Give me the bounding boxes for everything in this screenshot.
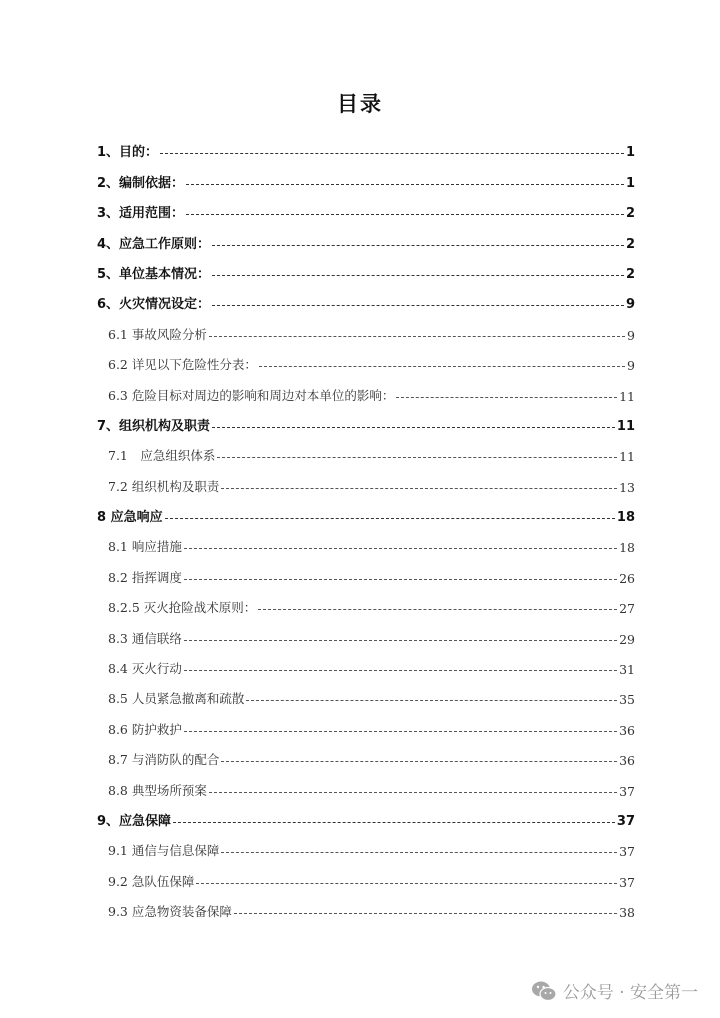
toc-leader: [184, 639, 617, 641]
watermark: [531, 978, 698, 1003]
toc-entry-label: 7.1 应急组织体系: [108, 448, 216, 464]
toc-entry-label: 9.3 应急物资装备保障: [108, 904, 232, 920]
toc-entry-label: 8 应急响应: [97, 510, 163, 526]
toc-leader: [396, 396, 617, 398]
toc-entry[interactable]: [97, 343, 635, 373]
toc-entry-page: 1: [625, 145, 635, 161]
toc-entry-page: 37: [619, 844, 635, 860]
toc-leader: [186, 213, 624, 215]
toc-entry-label: 2、编制依据：: [97, 175, 185, 191]
toc-entry-label: 9.2 急队伍保障: [108, 873, 195, 889]
toc-entry-label: 9.1 通信与信息保障: [108, 843, 220, 859]
toc-entry-label: 8.2.5 灭火抢险战术原则：: [108, 600, 257, 616]
toc-leader: [173, 821, 615, 823]
toc-entry-label: 9、应急保障: [97, 813, 172, 829]
toc-entry[interactable]: [97, 829, 635, 859]
toc-entry-page: 11: [616, 418, 635, 434]
toc-entry-label: 8.6 防护救护: [108, 721, 182, 737]
toc-entry-label: 8.7 与消防队的配合: [108, 752, 220, 768]
toc-entry-page: 37: [619, 874, 635, 890]
toc-entry-page: 37: [619, 783, 635, 799]
toc-entry-page: 29: [619, 631, 635, 647]
toc-leader: [259, 365, 625, 367]
watermark-text: 公众号 · 安全第一: [562, 983, 698, 1003]
toc-entry[interactable]: [97, 282, 635, 312]
toc-leader: [234, 912, 617, 914]
toc-entry-page: 36: [619, 722, 635, 738]
toc-leader: [212, 426, 615, 428]
toc-entry-page: 2: [625, 266, 635, 282]
toc-entry[interactable]: [97, 464, 635, 494]
table-of-contents: [97, 130, 635, 920]
toc-leader: [212, 304, 624, 306]
toc-entry-label: 8.5 人员紧急撤离和疏散: [108, 691, 245, 707]
toc-entry-label: 8.8 典型场所预案: [108, 782, 207, 798]
toc-entry-label: 8.2 指挥调度: [108, 569, 182, 585]
toc-entry-label: 8.4 灭火行动: [108, 661, 182, 677]
toc-entry[interactable]: [97, 799, 635, 829]
toc-entry-label: 3、适用范围：: [97, 206, 185, 222]
toc-entry-page: 2: [625, 206, 635, 222]
toc-leader: [212, 274, 624, 276]
toc-leader: [196, 882, 617, 884]
toc-entry[interactable]: [97, 586, 635, 616]
toc-leader: [246, 699, 617, 701]
toc-entry[interactable]: [97, 525, 635, 555]
toc-title: 目录: [337, 92, 383, 116]
toc-entry[interactable]: [97, 130, 635, 160]
toc-entry[interactable]: [97, 373, 635, 403]
toc-leader: [217, 456, 617, 458]
toc-entry-label: 6.3 危险目标对周边的影响和周边对本单位的影响：: [108, 387, 395, 403]
toc-entry[interactable]: [97, 616, 635, 646]
toc-entry-page: 37: [616, 813, 635, 829]
toc-entry[interactable]: [97, 191, 635, 221]
toc-entry-label: 8.3 通信联络: [108, 630, 182, 646]
toc-leader: [209, 335, 625, 337]
toc-entry-page: 27: [619, 601, 635, 617]
toc-leader: [186, 183, 624, 185]
toc-entry[interactable]: [97, 738, 635, 768]
toc-entry[interactable]: [97, 555, 635, 585]
toc-entry-page: 18: [619, 540, 635, 556]
toc-entry-label: 7、组织机构及职责: [97, 418, 211, 434]
toc-entry[interactable]: [97, 677, 635, 707]
toc-entry-label: 6.2 详见以下危险性分表：: [108, 357, 257, 373]
toc-entry-page: 18: [616, 510, 635, 526]
toc-entry[interactable]: [97, 647, 635, 677]
toc-entry-page: 11: [619, 388, 635, 404]
toc-entry[interactable]: [97, 707, 635, 737]
wechat-icon: [531, 980, 557, 1002]
toc-entry-page: 36: [619, 753, 635, 769]
toc-entry-page: 35: [619, 692, 635, 708]
toc-entry-page: 9: [627, 358, 635, 374]
toc-entry[interactable]: [97, 252, 635, 282]
toc-leader: [209, 791, 617, 793]
toc-entry-page: 9: [627, 327, 635, 343]
toc-entry-label: 6.1 事故风险分析: [108, 326, 207, 342]
toc-entry-page: 2: [625, 236, 635, 252]
toc-entry-page: 38: [619, 905, 635, 921]
toc-entry-label: 8.1 响应措施: [108, 539, 182, 555]
toc-leader: [221, 760, 617, 762]
toc-entry[interactable]: [97, 768, 635, 798]
toc-entry-label: 6、火灾情况设定：: [97, 297, 211, 313]
toc-entry-label: 7.2 组织机构及职责: [108, 478, 220, 494]
toc-entry-page: 26: [619, 570, 635, 586]
toc-entry-label: 1、目的：: [97, 145, 159, 161]
toc-leader: [258, 608, 617, 610]
toc-entry[interactable]: [97, 312, 635, 342]
toc-entry[interactable]: [97, 160, 635, 190]
toc-entry-page: 9: [625, 297, 635, 313]
toc-leader: [184, 730, 617, 732]
toc-entry-label: 4、应急工作原则：: [97, 236, 211, 252]
toc-entry[interactable]: [97, 859, 635, 889]
toc-leader: [221, 851, 617, 853]
toc-entry[interactable]: [97, 890, 635, 920]
toc-leader: [184, 547, 617, 549]
toc-leader: [160, 152, 624, 154]
toc-entry[interactable]: [97, 495, 635, 525]
toc-entry-page: 11: [619, 449, 635, 465]
toc-leader: [184, 578, 617, 580]
toc-entry[interactable]: [97, 404, 635, 434]
toc-entry-label: 5、单位基本情况：: [97, 266, 211, 282]
toc-entry[interactable]: [97, 221, 635, 251]
toc-leader: [184, 669, 617, 671]
toc-leader: [165, 517, 615, 519]
toc-leader: [212, 244, 624, 246]
toc-entry-page: 31: [619, 662, 635, 678]
toc-entry-page: 13: [619, 479, 635, 495]
toc-leader: [221, 487, 617, 489]
toc-entry-page: 1: [625, 175, 635, 191]
toc-entry[interactable]: [97, 434, 635, 464]
